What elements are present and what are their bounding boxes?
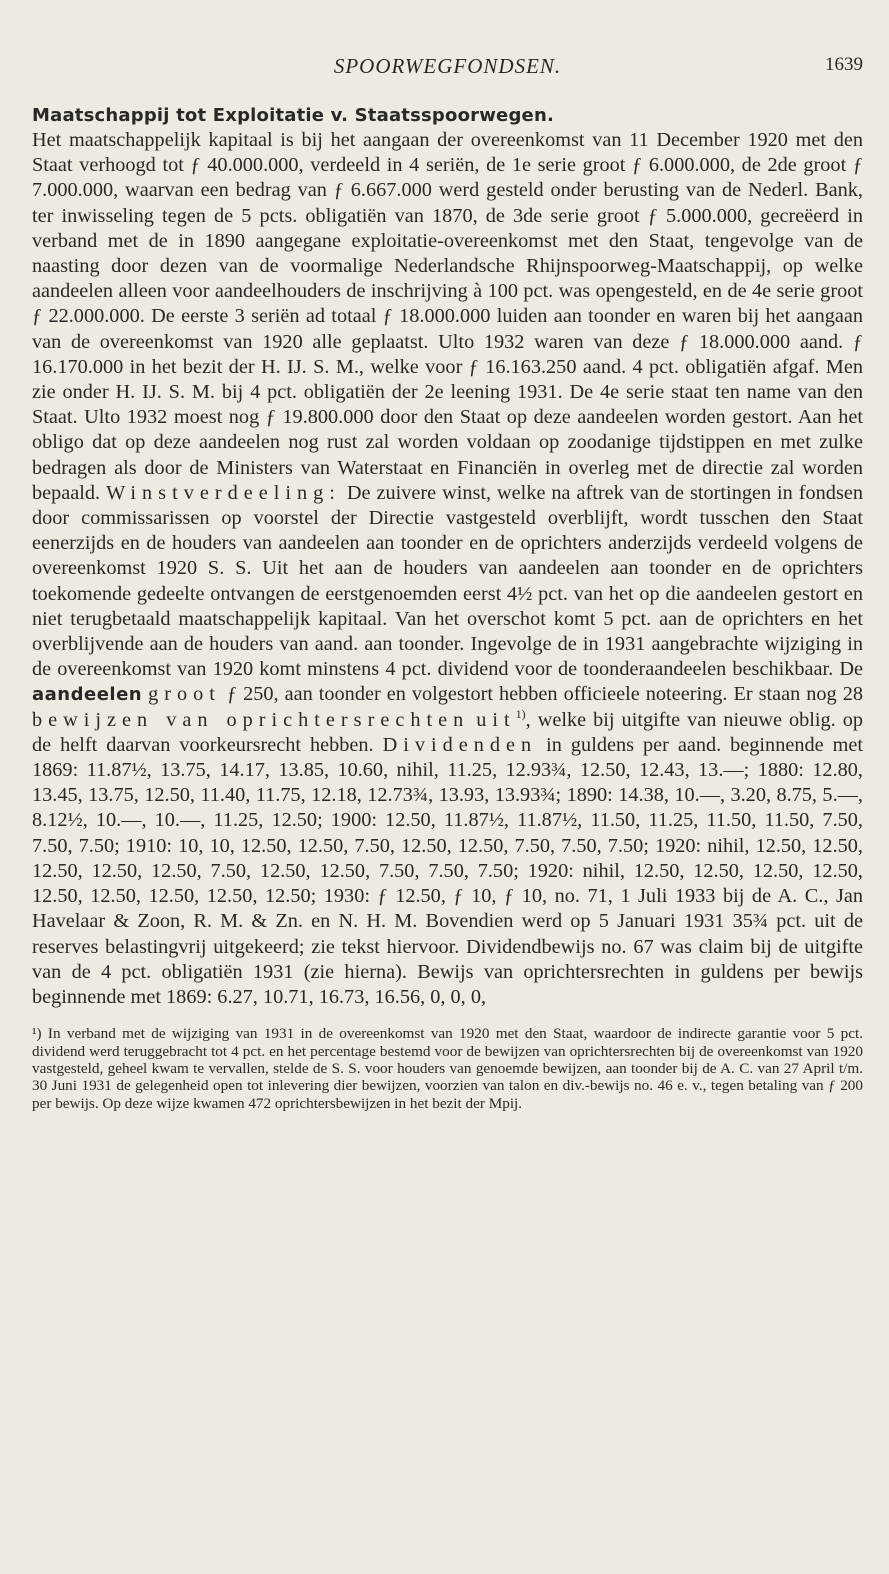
label-bewijzen: bewijzen van oprichtersrechten (32, 708, 470, 731)
text-uit: uit (476, 708, 516, 731)
page (0, 54, 889, 1574)
label-aandeelen: aandeelen (32, 684, 143, 706)
label-winstverdeeling: Winstverdeeling: (106, 481, 341, 504)
running-title: SPOORWEGFONDSEN. (333, 54, 562, 78)
paragraph-shares: ƒ 250, aan toonder en volgestort hebben officieele noteering. Er staan nog 28 (226, 683, 863, 706)
entry-heading: Maatschappij tot Exploitatie v. Staatsspoorwegen. (32, 105, 555, 126)
footnote: ¹) In verband met de wijziging van 1931 in de overeenkomst van 1920 met den Staat, waardoor de indirecte garantie voor 5 pct. dividend werd teruggebracht tot 4 pct. en het percentage bestemd voor de bewijzen van oprichtersrechten bij de overeenkomst van 1920 vastgesteld, geheel kwam te vervallen, stelde de S. S. voor houders van genoemde bewijzen, aan toonder bij de A. C. van 27 April t/m. 30 Juni 1931 de gelegenheid open tot inlevering dier bewijzen, voorzien van talon en div.-bewijs no. 46 e. v., tegen betaling van ƒ 200 per bewijs. Op deze wijze kwamen 472 oprichtersbewijzen in het bezit der Mpij. (32, 1025, 863, 1112)
label-dividenden: Dividenden (382, 733, 538, 756)
footnote-separator (32, 1020, 863, 1021)
page-number: 1639 (825, 54, 863, 75)
page-header (32, 54, 863, 90)
footnote-reference: 1) (515, 706, 526, 721)
paragraph-preference: , welke bij uitgifte van nieuwe oblig. op de helft daarvan voorkeursrecht hebben. (32, 708, 863, 756)
paragraph-dividends: in guldens per aand. beginnende met 1869: 11.87½, 13.75, 14.17, 13.85, 10.60, nihil, 11.25, 12.93¾, 12.50, 12.43, 13.—; 1880: 12.80, 13.45, 13.75, 12.50, 11.40, 11.75, 12.18, 12.73¾, 13.93, 13.93¾; 1890: 14.38, 10.—, 3.20, 8.75, 5.—, 8.12½, 10.—, 10.—, 11.25, 12.50; 1900: 12.50, 11.87½, 11.87½, 11.50, 11.25, 11.50, 11.50, 7.50, 7.50, 7.50; 1910: 10, 10, 12.50, 12.50, 7.50, 12.50, 12.50, 7.50, 7.50, 7.50; 1920: nihil, 12.50, 12.50, 12.50, 12.50, 12.50, 7.50, 12.50, 12.50, 7.50, 7.50, 7.50; 1920: nihil, 12.50, 12.50, 12.50, 12.50, 12.50, 12.50, 12.50, 12.50, 12.50; 1930: ƒ 12.50, ƒ 10, ƒ 10, no. 71, 1 Juli 1933 bij de A. C., Jan Havelaar & Zoon, R. M. & Zn. en N. H. M. Bovendien werd op 5 Januari 1931 35¾ pct. uit de reserves belastingvrij uitgekeerd; zie tekst hiervoor. Dividendbewijs no. 67 was claim bij de uitgifte van de 4 pct. obligatiën 1931 (zie hierna). Bewijs van oprichtersrechten in guldens per bewijs beginnende met 1869: 6.27, 10.71, 16.73, 16.56, 0, 0, 0, (32, 733, 863, 1008)
label-groot: groot (148, 683, 221, 706)
entry-body (32, 128, 863, 1010)
paragraph-capital: Het maatschappelijk kapitaal is bij het aangaan der overeenkomst van 11 December 1920 met den Staat verhoogd tot ƒ 40.000.000, verdeeld in 4 seriën, de 1e serie groot ƒ 6.000.000, de 2de groot ƒ 7.000.000, waarvan een bedrag van ƒ 6.667.000 werd gesteld onder berusting van de Nederl. Bank, ter inwisseling tegen de 5 pcts. obligatiën van 1870, de 3de serie groot ƒ 5.000.000, gecreëerd in verband met de in 1890 aangegane exploitatie-overeenkomst met den Staat, tengevolge van de naasting door dezen van de voormalige Nederlandsche Rhijnspoorweg-Maatschappij, op welke aandeelen alleen voor aandeelhouders de inschrijving à 100 pct. was opengesteld, en de 4e serie groot ƒ 22.000.000. De eerste 3 seriën ad totaal ƒ 18.000.000 luiden aan toonder en waren bij het aangaan van de overeenkomst van 1920 alle geplaatst. Ulto 1932 waren van deze ƒ 18.000.000 aand. ƒ 16.170.000 in het bezit der H. IJ. S. M., welke voor ƒ 16.163.250 aand. 4 pct. obligatiën afgaf. Men zie onder H. IJ. S. M. bij 4 pct. obligatiën der 2e leening 1931. De 4e serie staat ten name van den Staat. Ulto 1932 moest nog ƒ 19.800.000 door den Staat op deze aandeelen worden gestort. Aan het obligo dat op deze aandeelen nog rust zal worden voldaan op zoodanige tijdstippen en met zulke bedragen als door de Ministers van Waterstaat en Financiën in overleg met de directie zal worden bepaald. (32, 129, 863, 504)
paragraph-profit: De zuivere winst, welke na aftrek van de stortingen in fondsen door commissarissen op voorstel der Directie vastgesteld overblijft, wordt tusschen den Staat eenerzijds en de houders van aandeelen aan toonder en de oprichters anderzijds verdeeld volgens de overeenkomst 1920 S. S. Uit het aan de houders van aandeelen aan toonder en de oprichters toekomende gedeelte ontvangen de eerstgenoemden eerst 4½ pct. van het op die aandeelen gestort en niet terugbetaald maatschappelijk kapitaal. Van het overschot komt 5 pct. aan de oprichters en het overblijvende aan de houders van aand. aan toonder. Ingevolge de in 1931 aangebrachte wijziging in de overeenkomst van 1920 komt minstens 4 pct. dividend voor de toonderaandeelen beschikbaar. De (32, 481, 863, 681)
